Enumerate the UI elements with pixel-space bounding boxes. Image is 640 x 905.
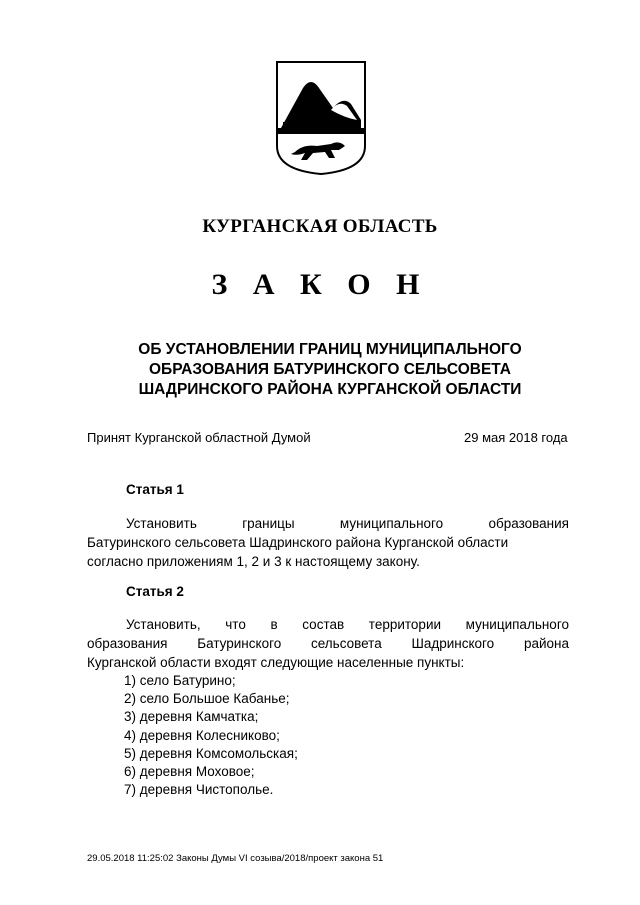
paragraph-line bbox=[87, 514, 569, 533]
list-item: 6) деревня Моховое; bbox=[124, 764, 255, 780]
word: Установить, bbox=[126, 617, 201, 632]
paragraph-line: Курганской области входят следующие населенные пункты: bbox=[87, 655, 465, 670]
word: в bbox=[270, 617, 278, 632]
word: состав bbox=[302, 617, 345, 632]
list-item: 7) деревня Чистополье. bbox=[124, 782, 274, 798]
settlement-list bbox=[124, 672, 298, 799]
article-1-text bbox=[87, 514, 569, 571]
paragraph-line: Батуринского сельсовета Шадринского района Курганской области bbox=[87, 535, 509, 550]
word: Установить bbox=[126, 516, 197, 531]
adoption-date: 29 мая 2018 года bbox=[464, 430, 568, 445]
coat-of-arms-emblem bbox=[273, 58, 369, 176]
list-item: 4) деревня Колесниково; bbox=[124, 727, 280, 743]
word: территории bbox=[368, 617, 442, 632]
region-heading: КУРГАНСКАЯ ОБЛАСТЬ bbox=[202, 216, 438, 237]
document-footer: 29.05.2018 11:25:02 Законы Думы VI созыва/2018/проект закона 51 bbox=[87, 853, 384, 864]
word: муниципального bbox=[339, 516, 444, 531]
law-title-line: ШАДРИНСКОГО РАЙОНА КУРГАНСКОЙ ОБЛАСТИ bbox=[138, 381, 522, 398]
word: Батуринского bbox=[197, 636, 282, 651]
law-title-line: ОБ УСТАНОВЛЕНИИ ГРАНИЦ МУНИЦИПАЛЬНОГО bbox=[138, 341, 522, 358]
paragraph-line bbox=[87, 615, 569, 634]
law-title bbox=[80, 340, 580, 400]
law-title-line: ОБРАЗОВАНИЯ БАТУРИНСКОГО СЕЛЬСОВЕТА bbox=[149, 361, 511, 378]
list-item: 5) деревня Комсомольская; bbox=[124, 745, 298, 761]
word: образования bbox=[87, 636, 168, 651]
list-item: 3) деревня Камчатка; bbox=[124, 709, 259, 725]
word: сельсовета bbox=[310, 636, 382, 651]
word: муниципального bbox=[465, 617, 569, 632]
list-item: 2) село Большое Кабанье; bbox=[124, 691, 290, 707]
word: образования bbox=[488, 516, 569, 531]
article-2-text bbox=[87, 615, 569, 672]
word: Шадринского bbox=[411, 636, 495, 651]
list-item: 1) село Батурино; bbox=[124, 673, 236, 688]
paragraph-line: согласно приложениям 1, 2 и 3 к настоящему закону. bbox=[87, 554, 420, 569]
word: района bbox=[523, 636, 569, 651]
word: границы bbox=[242, 516, 295, 531]
article-2-heading: Статья 2 bbox=[126, 584, 184, 599]
paragraph-line bbox=[87, 634, 569, 653]
word: что bbox=[225, 617, 246, 632]
article-1-heading: Статья 1 bbox=[126, 482, 184, 497]
adopted-by-text: Принят Курганской областной Думой bbox=[87, 430, 311, 445]
document-type-heading: З А К О Н bbox=[211, 268, 429, 301]
